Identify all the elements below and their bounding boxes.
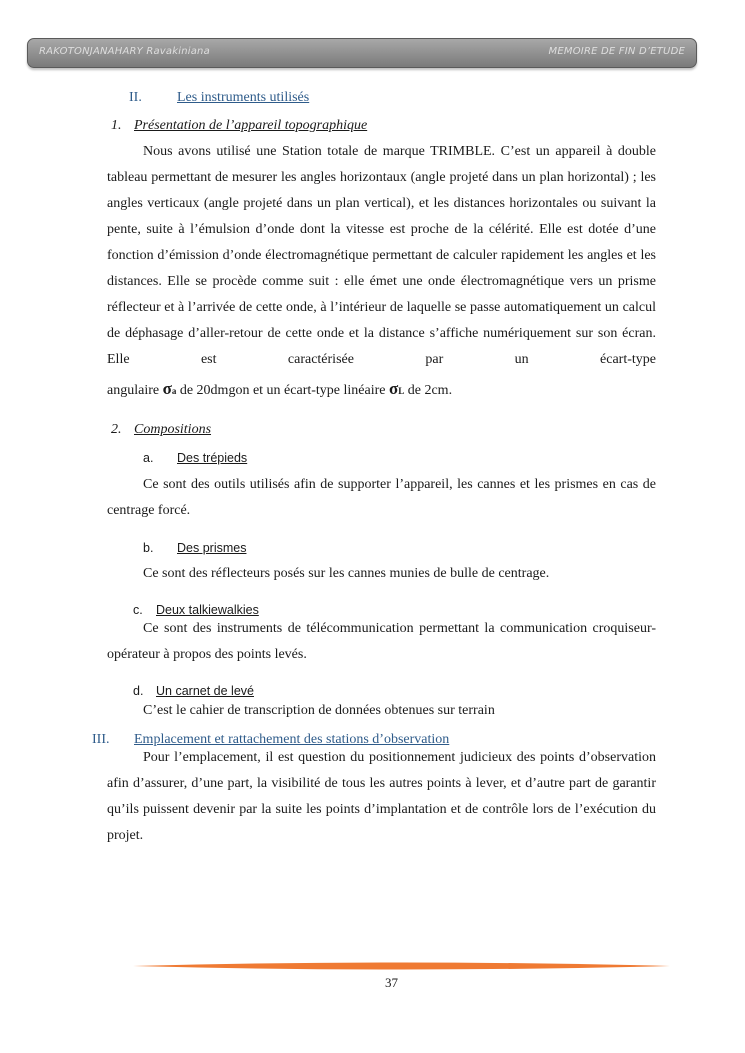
subsection-2-number: 2.	[111, 422, 122, 437]
item-b-text: Ce sont des réflecteurs posés sur les cannes munies de bulle de centrage.	[143, 566, 550, 581]
section-2-number: II.	[129, 90, 142, 105]
paragraph-presentation: Nous avons utilisé une Station totale de marque TRIMBLE. C’est un appareil à double tableau permettant de mesurer les angles horizontaux (angle projeté dans un plan horizontal) ; les angles verticaux (angle projeté dans un plan vertical), et les distances horizontales ou suivant la pente, suite à l’émulsion d’onde dont la vitesse est proche de la célérité. Elle est dotée d’une fonction d’émission d’onde électromagnétique permettant de calculer rapidement les angles et les distances. Elle se procède comme suit : elle émet une onde électromagnétique vers un prisme réflecteur et à l’arrivée de cette onde, à l’intérieur de laquelle se passe automatiquement un calcul de déphasage d’aller-retour de cette onde et la distance s’affiche numériquement sur son écran. Elle est caractérisée par un écart-type	[107, 144, 656, 367]
item-d-letter: d.	[133, 684, 144, 698]
paragraph-presentation-last-line: angulaire σa de 20dmgon et un écart-type linéaire σL de 2cm.	[107, 379, 453, 398]
header-title: MEMOIRE DE FIN D’ETUDE	[548, 46, 685, 57]
section-2-heading[interactable]: Les instruments utilisés	[177, 90, 310, 105]
sigma-l-symbol: σ	[388, 379, 399, 398]
item-b-title: Des prismes	[177, 541, 247, 555]
section-3-heading[interactable]: Emplacement et rattachement des stations d’observation	[134, 732, 450, 747]
header-author: RAKOTONJANAHARY Ravakiniana	[39, 46, 210, 57]
footer-decorative-line	[133, 961, 670, 971]
paragraph-emplacement: Pour l’emplacement, il est question du positionnement judicieux des points d’observation afin d’assurer, d’une part, la visibilité de tous les autres points à lever, et d’autre part de garantir qu’ils puissent devenir par la suite les points d’implantation et de contrôle lors de l’exécution du projet.	[107, 750, 656, 843]
item-d-text: C’est le cahier de transcription de données obtenues sur terrain	[143, 703, 495, 718]
subsection-1-number: 1.	[111, 118, 122, 133]
item-c-title: Deux talkiewalkies	[156, 603, 259, 617]
item-c-letter: c.	[133, 603, 143, 617]
item-d-title: Un carnet de levé	[156, 684, 254, 698]
page-number: 37	[385, 975, 398, 990]
sigma-a-symbol: σ	[162, 379, 172, 398]
item-a-title: Des trépieds	[177, 451, 248, 465]
item-a-text: Ce sont des outils utilisés afin de supporter l’appareil, les cannes et les prismes en cas de centrage forcé.	[107, 477, 656, 518]
section-3-number: III.	[92, 732, 110, 747]
item-a-letter: a.	[143, 451, 154, 465]
item-b-letter: b.	[143, 541, 154, 555]
item-c-text: Ce sont des instruments de télécommunication permettant la communication croquiseur-opérateur à propos des points levés.	[107, 621, 656, 662]
subsection-1-heading: Présentation de l’appareil topographique	[134, 118, 368, 133]
subsection-2-heading: Compositions	[134, 422, 212, 437]
page-header	[27, 38, 697, 68]
